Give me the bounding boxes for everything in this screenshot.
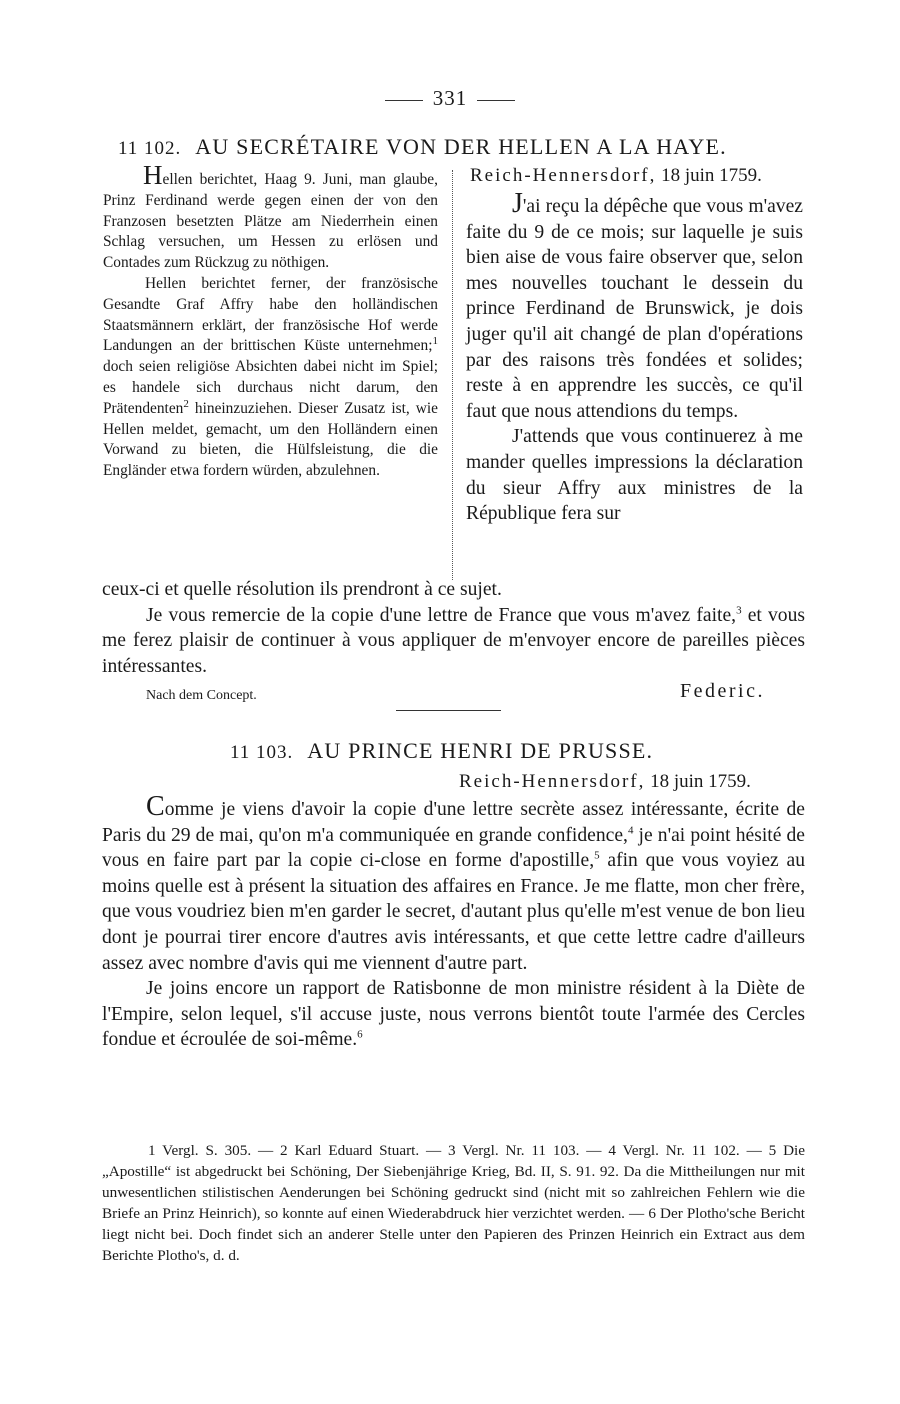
summary-paragraph: Hellen berichtet ferner, der französische Gesandte Graf Affry habe den holländischen Staatsmännern erklärt, der französische Hof werde Landungen an der brittischen Küste unternehmen;$^1$ doch seien religiöse Absichten dabei nicht im Spiel; es handele sich durchaus nicht darum, den Prätendenten$^2$ hineinzuziehen. Dieser Zusatz ist, wie Hellen meldet, gemacht, um den Holländern einen Vorwand zu bieten, die Hülfsleistung, die die Engländer etwa fordern würden, abzulehnen. (103, 274, 438, 480)
letter-paragraph: J'ai reçu la dépêche que vous m'avez faite du 9 de ce mois; sur laquelle je suis bien aise de vous faire observer que, selon mes nouvelles touchant le dessein du prince Ferdinand de Brunswick, je dois juger qu'il ait changé de plan d'opérations par des raisons très fondées et solides; reste à en apprendre les succès, ce qu'il faut que nous attendions du temps. (466, 188, 803, 422)
letter-column (466, 188, 803, 527)
dateline: Reich-Hennersdorf, 18 juin 1759. (470, 165, 762, 186)
header-rule-right (477, 100, 515, 101)
footnote-marker: 3 (736, 604, 742, 617)
letter-paragraph: Je joins encore un rapport de Ratisbonne de mon ministre résident à la Diète de l'Empire, selon lequel, s'il accuse juste, nous verrons bientôt toute l'armée des Cercles fondue et écroulée de soi-même.$^6$ (102, 978, 805, 1051)
footnote-text: 1 Vergl. S. 305. — 2 Karl Eduard Stuart. — 3 Vergl. Nr. 11 103. — 4 Vergl. Nr. 11 102. — 5 Die „Apostille“ ist abgedruckt bei Schöning, Der Siebenjährige Krieg, Bd. II, S. 91. 92. Da die Mittheilungen nur mit unwesentlichen stilistischen Aenderungen bei Schöning gedruckt sind (nicht mit so zahlreichen Fehlern wie die Briefe an Prinz Heinrich), so konnte auf einen Wiederabdruck hier verzichtet werden. — 6 Der Plotho'sche Bericht liegt nicht bei. Doch findet sich an anderer Stelle unter den Papieren des Prinzen Heinrich ein Extract aus dem Berichte Plotho's, d. d. (102, 1142, 805, 1264)
letter-paragraph: Je vous remercie de la copie d'une lettre de France que vous m'avez faite,$^3$ et vous me ferez plaisir de continuer à vous appliquer de m'envoyer encore de pareilles pièces intéressantes. (102, 604, 805, 677)
letter-title: AU SECRÉTAIRE VON DER HELLEN A LA HAYE. (195, 134, 727, 159)
letter-heading-11102 (118, 134, 727, 160)
footnote-marker: 1 (432, 335, 438, 348)
header-rule-left (385, 100, 423, 101)
letter-heading-11103 (230, 738, 653, 764)
signature: Federic. (680, 680, 765, 702)
page-header (0, 86, 900, 111)
letter-paragraph: J'attends que vous continuerez à me mander quelles impressions la déclaration du sieur Affry aux ministres de la République fera sur (466, 426, 803, 525)
letter-body (102, 791, 805, 1053)
footnote-marker: 6 (357, 1028, 363, 1041)
footnote-marker: 5 (594, 849, 600, 862)
summary-column (103, 160, 438, 482)
summary-paragraph: Hellen berichtet, Haag 9. Juni, man glaube, Prinz Ferdinand werde gegen einen der von den Franzosen besetzten Plätze am Niederrhein einen Schlag versuchen, um Hessen zu erlösen und Contades zum Rückzug zu nöthigen. (103, 160, 438, 272)
letter-continuation (102, 577, 805, 679)
footnote-marker: 2 (183, 397, 189, 410)
column-divider (452, 170, 453, 580)
section-separator (396, 710, 501, 711)
letter-paragraph: ceux-ci et quelle résolution ils prendront à ce sujet. (102, 579, 502, 600)
source-note: Nach dem Concept. (146, 688, 257, 703)
letter-number: 11 103. (230, 742, 294, 763)
letter-paragraph: Comme je viens d'avoir la copie d'une lettre secrète assez intéressante, écrite de Paris du 29 de mai, qu'on m'a communiquée en grande confidence,$^4$ je n'ai point hésité de vous en faire part par la copie ci-close en forme d'apostille,$^5$ afin que vous voyiez au moins quelle est à présent la situation des affaires en France. Je me flatte, mon cher frère, que vous voudriez bien m'en garder le secret, d'autant plus qu'elle m'est venue de bon lieu dont je pourrai tirer encore d'autres avis intéressants, et que cette lettre cadre d'ailleurs assez avec nombre d'avis qui me viennent d'autre part. (102, 791, 805, 974)
letter-title: AU PRINCE HENRI DE PRUSSE. (307, 738, 654, 763)
footnotes (102, 1140, 805, 1266)
dateline: Reich-Hennersdorf, 18 juin 1759. (459, 771, 751, 792)
page-number: 331 (432, 86, 468, 110)
footnote-marker: 4 (627, 824, 634, 837)
letter-number: 11 102. (118, 138, 182, 159)
